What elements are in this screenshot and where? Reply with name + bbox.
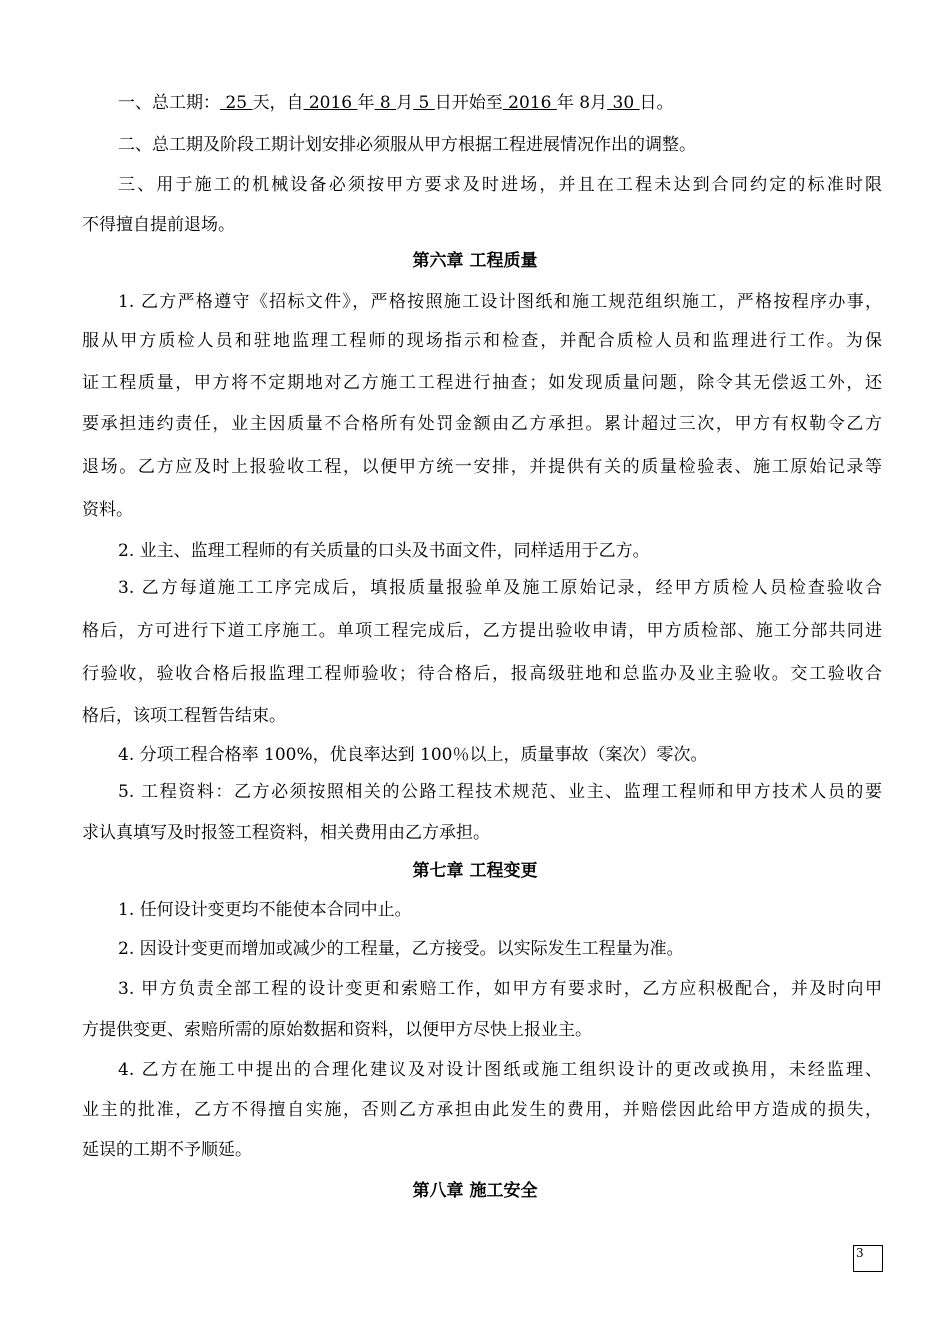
text: 年 8月 xyxy=(556,93,608,113)
ch7-item4-line3: 延误的工期不予顺延。 xyxy=(82,1140,252,1160)
ch6-item3-line2: 格后，方可进行下道工序施工。单项工程完成后，乙方提出验收申请，甲方质检部、施工分部共同进 xyxy=(82,621,882,641)
ch7-item3-line1: 3. 甲方负责全部工程的设计变更和索赔工作，如甲方有要求时，乙方应积极配合，并及时向甲 xyxy=(118,979,882,999)
ch7-item1: 1. 任何设计变更均不能使本合同中止。 xyxy=(118,900,412,920)
equipment-paragraph-line1: 三、用于施工的机械设备必须按甲方要求及时进场，并且在工程未达到合同约定的标准时限 xyxy=(118,175,882,195)
chapter8-title: 第八章 施工安全 xyxy=(412,1181,538,1201)
ch6-item4: 4. 分项工程合格率 100%，优良率达到 100％以上，质量事故（案次）零次。 xyxy=(118,745,708,765)
days-value: 25 xyxy=(220,93,253,113)
ch6-item1-line4: 要承担违约责任，业主因质量不合格所有处罚金额由乙方承担。累计超过三次，甲方有权勒令乙方 xyxy=(82,414,882,434)
ch7-item2: 2. 因设计变更而增加或减少的工程量，乙方接受。以实际发生工程量为准。 xyxy=(118,939,684,959)
ch6-item1-line6: 资料。 xyxy=(82,500,133,520)
ch6-item5-line2: 求认真填写及时报签工程资料，相关费用由乙方承担。 xyxy=(82,823,490,843)
start-month: 8 xyxy=(374,93,397,113)
ch6-item1-line1: 1. 乙方严格遵守《招标文件》，严格按照施工设计图纸和施工规范组织施工，严格按程序办事， xyxy=(118,292,882,312)
text: 日。 xyxy=(639,93,674,113)
ch6-item3-line4: 格后，该项工程暂告结束。 xyxy=(82,706,286,726)
ch6-item1-line3: 证工程质量，甲方将不定期地对乙方施工工程进行抽查；如发现质量问题，除令其无偿返工外，还 xyxy=(82,373,882,393)
text: 年 xyxy=(357,93,375,113)
end-day: 30 xyxy=(607,93,640,113)
schedule-total-duration xyxy=(118,93,882,113)
ch6-item5-line1: 5. 工程资料：乙方必须按照相关的公路工程技术规范、业主、监理工程师和甲方技术人员的要 xyxy=(118,782,882,802)
ch7-item4-line2: 业主的批准，乙方不得擅自实施，否则乙方承担由此发生的费用，并赔偿因此给甲方造成的损失， xyxy=(82,1100,882,1120)
page-number: 3 xyxy=(853,1245,883,1272)
equipment-paragraph-line2: 不得擅自提前退场。 xyxy=(82,215,235,235)
schedule-adjustment: 二、总工期及阶段工期计划安排必须服从甲方根据工程进展情况作出的调整。 xyxy=(118,135,696,155)
text: 日开始至 xyxy=(434,93,503,113)
start-year: 2016 xyxy=(303,93,358,113)
end-year: 2016 xyxy=(502,93,557,113)
text: 月 xyxy=(396,93,414,113)
ch6-item1-line2: 服从甲方质检人员和驻地监理工程师的现场指示和检查，并配合质检人员和监理进行工作。为保 xyxy=(82,331,882,351)
ch7-item3-line2: 方提供变更、索赔所需的原始数据和资料，以便甲方尽快上报业主。 xyxy=(82,1020,592,1040)
ch6-item1-line5: 退场。乙方应及时上报验收工程，以便甲方统一安排，并提供有关的质量检验表、施工原始记录等 xyxy=(82,457,882,477)
ch6-item3-line1: 3. 乙方每道施工工序完成后，填报质量报验单及施工原始记录，经甲方质检人员检查验收合 xyxy=(118,578,882,598)
ch7-item4-line1: 4. 乙方在施工中提出的合理化建议及对设计图纸或施工组织设计的更改或换用，未经监理、 xyxy=(118,1060,882,1080)
ch6-item3-line3: 行验收，验收合格后报监理工程师验收；待合格后，报高级驻地和总监办及业主验收。交工验收合 xyxy=(82,664,882,684)
ch6-item2: 2. 业主、监理工程师的有关质量的口头及书面文件，同样适用于乙方。 xyxy=(118,541,650,561)
chapter7-title: 第七章 工程变更 xyxy=(412,861,538,881)
start-day: 5 xyxy=(413,93,435,113)
text: 一、总工期： xyxy=(118,93,220,113)
text: 天，自 xyxy=(252,93,304,113)
chapter6-title: 第六章 工程质量 xyxy=(412,251,538,271)
